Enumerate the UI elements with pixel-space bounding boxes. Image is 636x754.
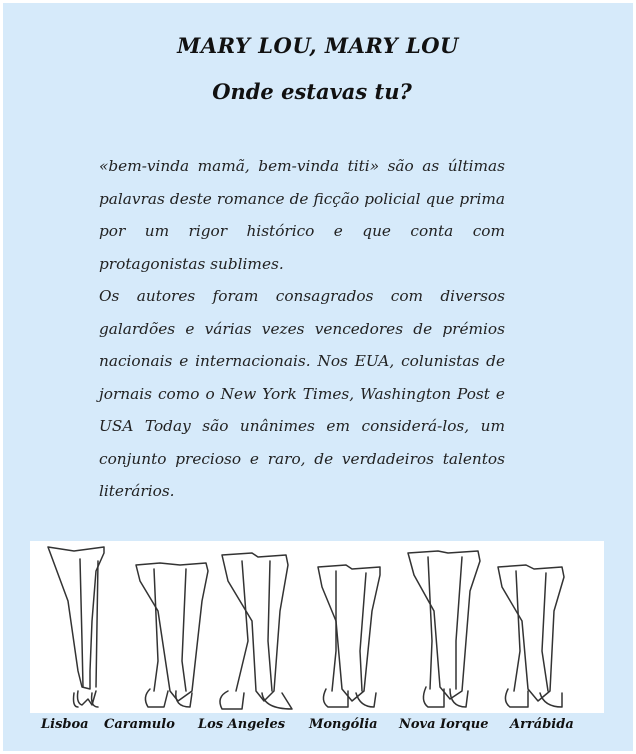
paragraph-2-part3: e	[489, 384, 505, 403]
legs-illustration	[30, 541, 604, 713]
city-labels	[3, 717, 633, 739]
body-text	[99, 150, 505, 508]
page-subtitle: Onde estavas tu?	[212, 79, 412, 104]
legs-pair-2	[136, 563, 208, 707]
legs-pair-6	[498, 565, 564, 707]
newspaper-nyt: New York Times	[220, 384, 350, 403]
legs-pair-4	[318, 565, 380, 707]
page-title: MARY LOU, MARY LOU	[177, 33, 459, 58]
city-label: Caramulo	[104, 717, 175, 732]
legs-pair-5	[408, 551, 480, 707]
legs-pair-1	[48, 547, 104, 707]
newspaper-wp: Washington Post	[360, 384, 490, 403]
newspaper-usa: USA Today	[99, 417, 191, 435]
paragraph-2-part2: ,	[349, 384, 361, 403]
city-label: Mongólia	[309, 717, 378, 732]
page-background	[3, 3, 633, 751]
legs-pair-3	[220, 553, 292, 709]
paragraph-2-part4: são unânimes em considerá-los, um conjunto precioso e raro, de verdadeiros talentos literários.	[99, 417, 506, 500]
paragraph-2-part1: Os autores foram consagrados com diversos galardões e várias vezes vencedores de prémios nacionais e internacionais. Nos EUA, colunistas de jornais como o	[99, 287, 505, 403]
paragraph-1: «bem-vinda mamã, bem-vinda titi» são as últimas palavras deste romance de ficção policial que prima por um rigor histórico e que conta com protagonistas sublimes.	[99, 157, 505, 273]
city-label: Nova Iorque	[399, 717, 489, 732]
city-label: Los Angeles	[198, 717, 286, 732]
paragraph-2	[99, 280, 505, 508]
city-label: Arrábida	[510, 717, 574, 732]
city-label: Lisboa	[41, 717, 89, 732]
